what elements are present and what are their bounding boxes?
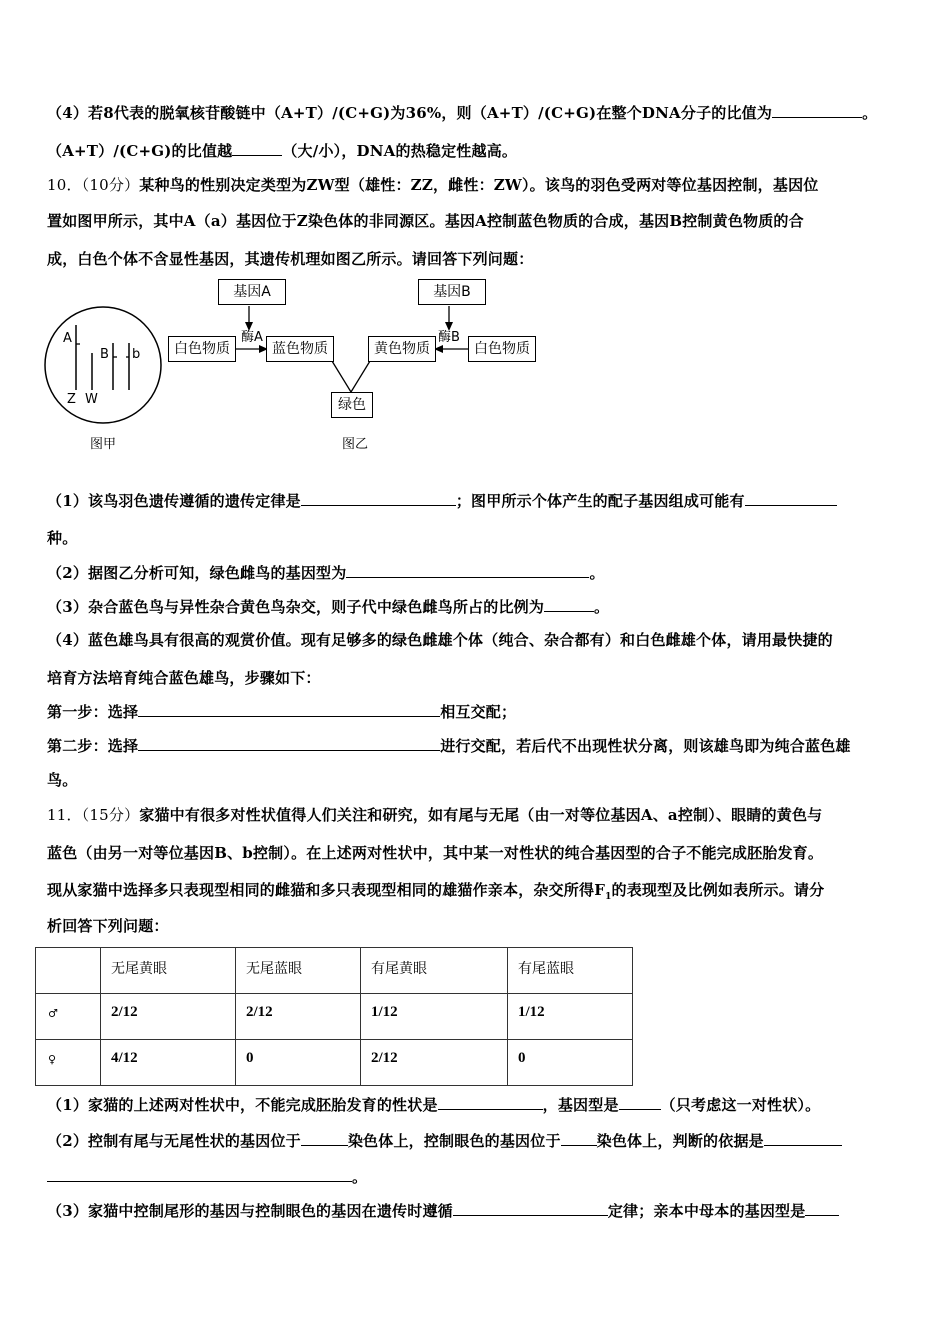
q10-step1: 第一步：选择 相互交配； [47, 703, 517, 721]
answer-blank[interactable] [301, 490, 456, 506]
answer-blank[interactable] [772, 102, 862, 118]
q11-p1: （1）家猫的上述两对性状中，不能完成胚胎发育的性状是 ，基因型是 （只考虑这一对性状）。 [47, 1096, 821, 1114]
answer-blank[interactable] [764, 1130, 842, 1146]
header-cell: 无尾蓝眼 [236, 948, 361, 994]
q10-p1: （1）该鸟羽色遗传遵循的遗传定律是 ；图甲所示个体产生的配子基因组成可能有 [47, 490, 837, 511]
question-number: 10．（10分） [47, 176, 140, 194]
blue-substance-box: 蓝色物质 [266, 336, 334, 362]
q10-p4-line1: （4）蓝色雄鸟具有很高的观赏价值。现有足够多的绿色雌雄个体（纯合、杂合都有）和白色雌雄个体，请用最快捷的 [47, 631, 833, 649]
gene-a-box: 基因A [218, 279, 286, 305]
q10-p3: （3）杂合蓝色鸟与异性杂合黄色鸟杂交，则子代中绿色雌鸟所占的比例为 。 [47, 598, 610, 616]
q11-stem-line1: 11．（15分）家猫中有很多对性状值得人们关注和研究，如有尾与无尾（由一对等位基因A、a控制）、眼睛的黄色与 [47, 806, 823, 824]
q11-p2: （2）控制有尾与无尾性状的基因位于 染色体上，控制眼色的基因位于 染色体上，判断的依据是 [47, 1130, 842, 1151]
q10-stem-line1: 10．（10分）某种鸟的性别决定类型为ZW型（雄性：ZZ，雌性：ZW）。该鸟的羽色受两对等位基因控制，基因位 [47, 176, 819, 194]
header-cell: 有尾黄眼 [361, 948, 508, 994]
enzyme-b-label: 酶B [438, 330, 460, 345]
q11-stem-line2: 蓝色（由另一对等位基因B、b控制）。在上述两对性状中，其中某一对性状的纯合基因型的合子不能完成胚胎发育。 [47, 844, 824, 862]
answer-blank[interactable] [745, 490, 837, 506]
q11-stem-line4: 析回答下列问题： [47, 917, 169, 935]
table-row: ♀ 4/12 0 2/12 0 [36, 1040, 633, 1086]
q11-p3: （3）家猫中控制尾形的基因与控制眼色的基因在遗传时遵循 定律；亲本中母本的基因型是 [47, 1200, 839, 1221]
white-substance-left-box: 白色物质 [168, 336, 236, 362]
answer-blank[interactable] [138, 735, 440, 751]
green-box: 绿色 [331, 392, 373, 418]
answer-blank[interactable] [232, 140, 282, 156]
answer-blank[interactable] [47, 1166, 352, 1182]
q10-stem-line3: 成，白色个体不含显性基因，其遗传机理如图乙所示。请回答下列问题： [47, 250, 534, 268]
female-symbol: ♀ [36, 1040, 101, 1086]
q10-step2-end: 鸟。 [47, 771, 78, 789]
enzyme-a-label: 酶A [241, 330, 263, 345]
q11-p2-cont: 。 [47, 1166, 367, 1187]
answer-blank[interactable] [453, 1200, 608, 1216]
q10-stem-line2: 置如图甲所示，其中A（a）基因位于Z染色体的非同源区。基因A控制蓝色物质的合成，基因B控制黄色物质的合 [47, 212, 804, 230]
answer-blank[interactable] [301, 1130, 348, 1146]
f1-phenotype-table [35, 947, 633, 1086]
answer-blank[interactable] [805, 1200, 839, 1216]
header-cell: 无尾黄眼 [101, 948, 236, 994]
q9-part4-line1: （4）若8代表的脱氧核苷酸链中（A+T）/(C+G)为36%，则（A+T）/(C+G)在整个DNA分子的比值为 。 [47, 104, 878, 122]
yellow-substance-box: 黄色物质 [368, 336, 436, 362]
q11-stem-line3: 现从家猫中选择多只表现型相同的雌猫和多只表现型相同的雄猫作亲本，杂交所得$F_1$的表现型及比例如表所示。请分 [47, 881, 825, 902]
white-substance-right-box: 白色物质 [468, 336, 536, 362]
figure-yi-caption: 图乙 [342, 437, 369, 452]
gene-b-box: 基因B [418, 279, 486, 305]
answer-blank[interactable] [138, 701, 440, 717]
answer-blank[interactable] [561, 1130, 597, 1146]
q10-step2: 第二步：选择 进行交配，若后代不出现性状分离，则该雄鸟即为纯合蓝色雄 [47, 737, 851, 755]
male-symbol: ♂ [36, 994, 101, 1040]
table-row: ♂ 2/12 2/12 1/12 1/12 [36, 994, 633, 1040]
question-number: 11．（15分） [47, 806, 140, 824]
answer-blank[interactable] [544, 596, 594, 612]
answer-blank[interactable] [438, 1094, 543, 1110]
q9-part4-line2: （A+T）/(C+G)的比值越 （大/小），DNA的热稳定性越高。 [47, 142, 518, 160]
q10-p1-end: 种。 [47, 529, 78, 547]
figure-jia-caption: 图甲 [90, 437, 117, 452]
answer-blank[interactable] [346, 562, 589, 578]
header-cell: 有尾蓝眼 [508, 948, 633, 994]
table-header-row [36, 948, 633, 994]
answer-blank[interactable] [619, 1094, 661, 1110]
genetics-figure: A B b Z W 图甲 基因A 基因B 酶A 酶B 白色物质 蓝色物质 黄色物质 白色物质 绿色 图乙 [40, 275, 560, 460]
q10-p4-line2: 培育方法培育纯合蓝色雄鸟，步骤如下： [47, 669, 321, 687]
q10-p2: （2）据图乙分析可知，绿色雌鸟的基因型为 。 [47, 564, 605, 582]
